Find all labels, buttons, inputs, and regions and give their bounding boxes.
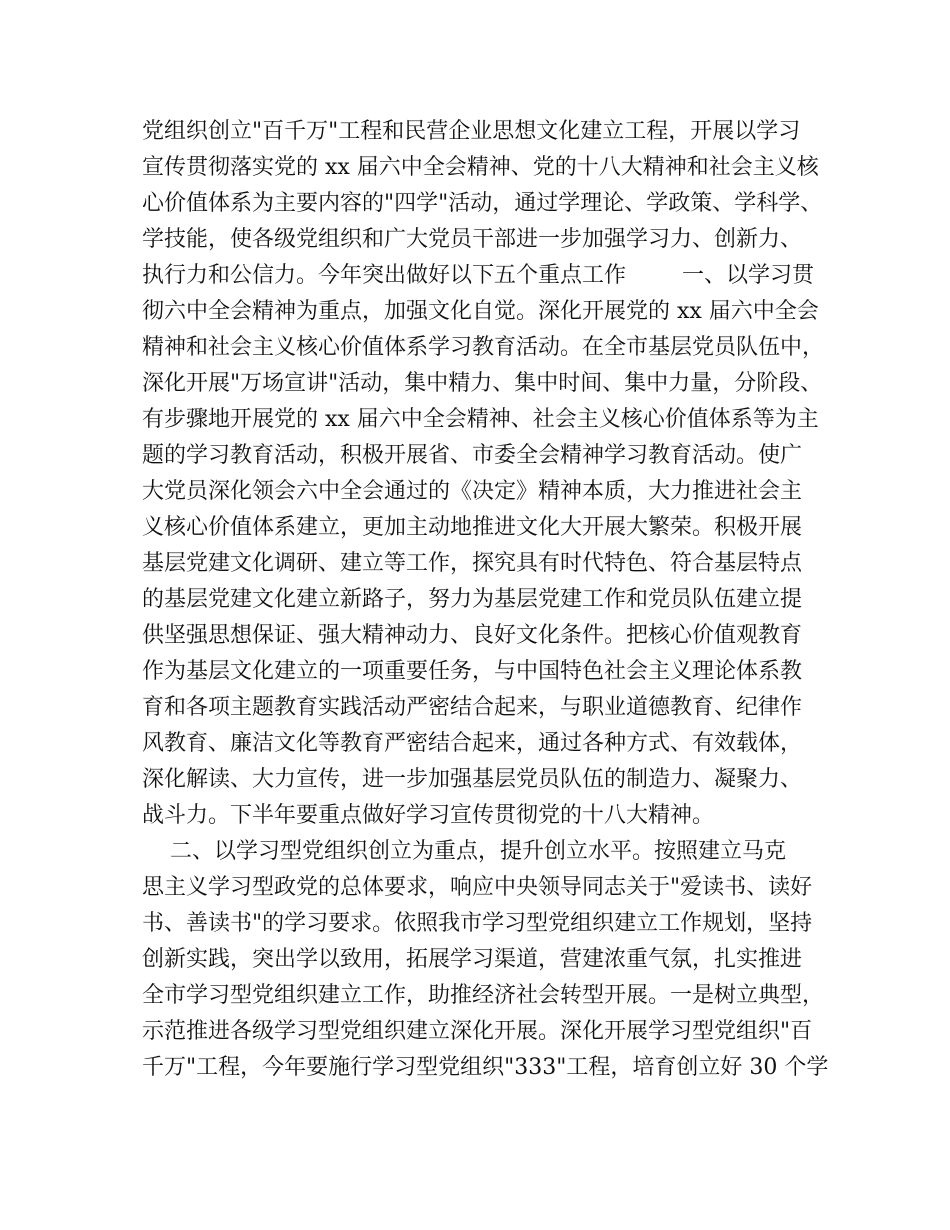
text-line: 深化解读、大力宣传，进一步加强基层党员队伍的制造力、凝聚力、 [142,767,803,792]
text-line: 的基层党建文化建立新路子，努力为基层党建工作和党员队伍建立提 [142,587,803,612]
text-line: 大党员深化领会六中全会通过的《决定》精神本质，大力推进社会主 [142,479,803,504]
text-line: 千万"工程，今年要施行学习型党组织"333"工程，培育创立好 30 个学 [142,1055,829,1080]
text-line: 思主义学习型政党的总体要求，响应中央领导同志关于"爱读书、读好 [142,875,813,900]
text-line: 深化开展"万场宣讲"活动，集中精力、集中时间、集中力量，分阶段、 [142,371,823,396]
text-line: 风教育、廉洁文化等教育严密结合起来，通过各种方式、有效载体， [142,731,803,756]
text-line: 作为基层文化建立的一项重要任务，与中国特色社会主义理论体系教 [142,659,803,684]
text-line: 题的学习教育活动，积极开展省、市委全会精神学习教育活动。使广 [142,443,803,468]
text-line: 精神和社会主义核心价值体系学习教育活动。在全市基层党员队伍中， [142,335,825,360]
text-line: 义核心价值体系建立，更加主动地推进文化大开展大繁荣。积极开展 [142,515,803,540]
text-line: 基层党建文化调研、建立等工作，探究具有时代特色、符合基层特点 [142,551,803,576]
text-line: 彻六中全会精神为重点，加强文化自觉。深化开展党的 xx 届六中全会 [142,299,819,324]
text-line: 执行力和公信力。今年突出做好以下五个重点工作 一、以学习贯 [142,263,814,288]
text-line: 宣传贯彻落实党的 xx 届六中全会精神、党的十八大精神和社会主义核 [142,155,819,180]
text-line: 有步骤地开展党的 xx 届六中全会精神、社会主义核心价值体系等为主 [142,407,819,432]
text-line: 创新实践，突出学以致用，拓展学习渠道，营建浓重气氛，扎实推进 [142,947,803,972]
text-line: 书、善读书"的学习要求。依照我市学习型党组织建立工作规划，坚持 [142,911,813,936]
text-line: 育和各项主题教育实践活动严密结合起来，与职业道德教育、纪律作 [142,695,803,720]
text-line: 学技能，使各级党组织和广大党员干部进一步加强学习力、创新力、 [142,227,803,252]
text-line: 全市学习型党组织建立工作，助推经济社会转型开展。一是树立典型， [142,983,825,1008]
document-body-text [142,114,842,1086]
text-line: 供坚强思想保证、强大精神动力、良好文化条件。把核心价值观教育 [142,623,803,648]
text-line: 心价值体系为主要内容的"四学"活动，通过学理论、学政策、学科学、 [142,191,823,216]
text-line: 示范推进各级学习型党组织建立深化开展。深化开展学习型党组织"百 [142,1019,813,1044]
text-line: 党组织创立"百千万"工程和民营企业思想文化建立工程，开展以学习 [142,119,801,144]
text-line: 战斗力。下半年要重点做好学习宣传贯彻党的十八大精神。 [142,803,715,828]
text-line: 二、以学习型党组织创立为重点，提升创立水平。按照建立马克 [142,839,786,864]
